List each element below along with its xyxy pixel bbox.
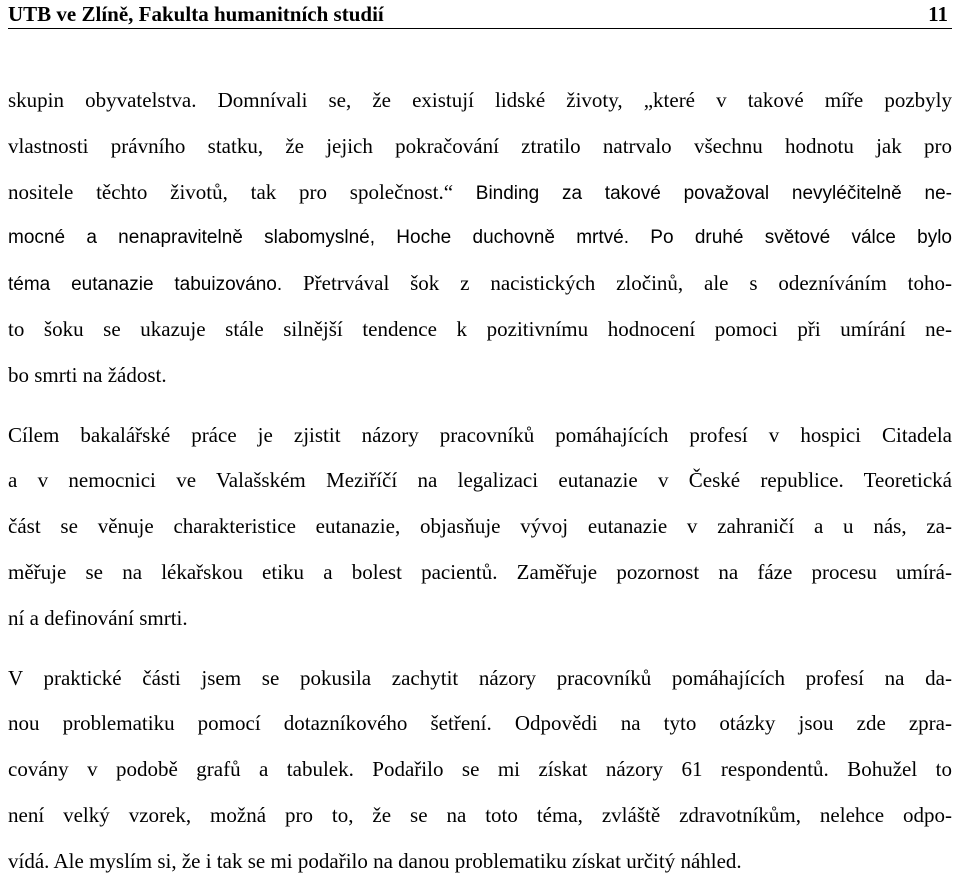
text-line: bo smrti na žádost. (8, 362, 167, 387)
text-line: skupin obyvatelstva. Domnívali se, že existují lidské životy, „které v takové míře pozbyly (8, 88, 952, 112)
body-text (8, 78, 952, 885)
text-line: a v nemocnici ve Valašském Meziříčí na legalizaci eutanazie v České republice. Teoretická (8, 468, 952, 493)
header-title: UTB ve Zlíně, Fakulta humanitních studií (8, 2, 384, 26)
text-line: nou problematiku pomocí dotazníkového šetření. Odpovědi na tyto otázky jsou zde zpra- (8, 711, 952, 736)
text-line-mixed (8, 261, 952, 307)
text-line: vídá. Ale myslím si, že i tak se mi podařilo na danou problematiku získat určitý náhled. (8, 848, 742, 873)
paragraph-2 (8, 413, 952, 642)
text-line: vlastnosti právního statku, že jejich pokračování ztratilo natrvalo všechnu hodnotu jak pro (8, 133, 952, 158)
text-line-serif-part: Přetrvával šok z nacistických zločinů, ale s odezníváním toho- (303, 271, 952, 296)
text-line: mocné a nenapravitelně slabomyslné, Hoche duchovně mrtvé. Po druhé světové válce bylo (8, 227, 952, 249)
text-line: covány v podobě grafů a tabulek. Podařilo se mi získat názory 61 respondentů. Bohužel to (8, 757, 952, 782)
text-line-sans-part: Binding za takové považoval nevyléčitelně ne- (475, 182, 952, 204)
text-line: to šoku se ukazuje stále silnější tendence k pozitivnímu hodnocení pomoci při umírání ne- (8, 316, 952, 341)
paragraph-1 (8, 78, 952, 399)
text-line-sans-part: téma eutanazie tabuizováno. (8, 274, 303, 296)
text-line: část se věnuje charakteristice eutanazie, objasňuje vývoj eutanazie v zahraničí a u nás, za- (8, 514, 952, 539)
text-line: V praktické části jsem se pokusila zachytit názory pracovníků pomáhajících profesí na da- (8, 665, 952, 690)
paragraph-3 (8, 656, 952, 885)
text-line: ní a definování smrti. (8, 605, 188, 630)
text-line: není velký vzorek, možná pro to, že se na toto téma, zvláště zdravotníkům, nelehce odpo- (8, 802, 952, 827)
text-line-serif-part: nositele těchto životů, tak pro společnost.“ (8, 179, 476, 204)
text-line: Cílem bakalářské práce je zjistit názory pracovníků pomáhajících profesí v hospici Citadela (8, 422, 952, 447)
text-line-mixed (8, 170, 952, 216)
page-number: 11 (928, 2, 948, 26)
page-header (8, 0, 952, 29)
text-line: měřuje se na lékařskou etiku a bolest pacientů. Zaměřuje pozornost na fáze procesu umírá- (8, 559, 952, 584)
